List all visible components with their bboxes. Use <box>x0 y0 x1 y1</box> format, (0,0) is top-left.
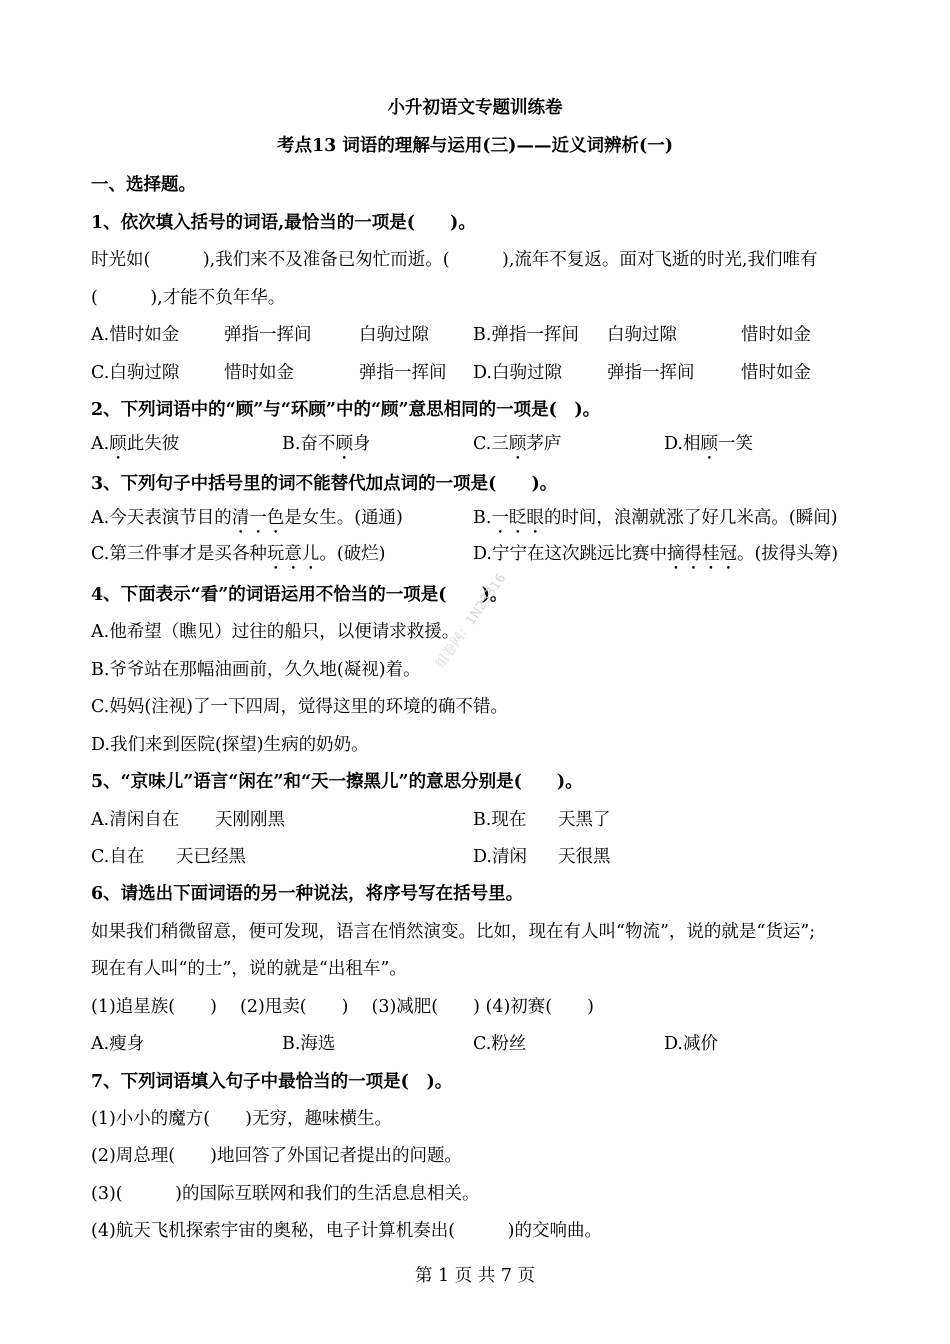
q5-option-a-2: 天刚刚黑 <box>215 810 285 830</box>
q1-option-a-2: 弹指一挥间 <box>224 325 312 345</box>
page-footer: 第 1 页 共 7 页 <box>414 1266 536 1286</box>
q4-option-a: A.他希望（瞧见）过往的船只，以便请求救援。 <box>91 622 460 642</box>
q4-option-b: B.爷爷站在那幅油画前，久久地(凝视)着。 <box>91 660 421 680</box>
q3-option-c: C.第三件事才是买各种玩意儿。(破烂) <box>91 544 386 564</box>
q5-option-d-1: D.清闲 <box>473 847 527 867</box>
q5-option-b-1: B.现在 <box>473 810 527 830</box>
q5-stem: 5、“京味儿”语言“闲在”和“天一擦黑儿”的意思分别是( )。 <box>91 772 583 792</box>
q1-option-b-2: 白驹过隙 <box>607 325 677 345</box>
q7-sentence-3: (3)( )的国际互联网和我们的生活息息相关。 <box>91 1184 480 1204</box>
q1-option-a-3: 白驹过隙 <box>359 325 429 345</box>
q6-text-line1: 如果我们稍微留意，便可发现，语言在悄然演变。比如，现在有人叫“物流”，说的就是“货运”; <box>91 922 816 942</box>
section-heading: 一、选择题。 <box>91 175 196 195</box>
q7-sentence-4: (4)航天飞机探索宇宙的奥秘，电子计算机奏出( )的交响曲。 <box>91 1221 602 1241</box>
q1-option-c-2: 惜时如金 <box>224 363 294 383</box>
q6-stem: 6、请选出下面词语的另一种说法，将序号写在括号里。 <box>91 884 524 904</box>
q5-option-c-2: 天已经黑 <box>176 847 246 867</box>
q3-stem: 3、下列句子中括号里的词不能替代加点词的一项是( )。 <box>91 474 558 494</box>
page-subtitle: 考点13 词语的理解与运用(三)——近义词辨析(一) <box>276 136 674 156</box>
q7-sentence-1: (1)小小的魔方( )无穷，趣味横生。 <box>91 1109 392 1129</box>
q2-stem: 2、下列词语中的“顾”与“环顾”中的“顾”意思相同的一项是( )。 <box>91 400 601 420</box>
q2-option-d: D.相顾一笑 <box>664 434 753 454</box>
q6-text-line2: 现在有人叫“的士”，说的就是“出租车”。 <box>91 959 407 979</box>
q1-text-line1: 时光如( ),我们来不及准备已匆忙而逝。( ),流年不复返。面对飞逝的时光,我们唯有 <box>91 250 818 270</box>
page-title: 小升初语文专题训练卷 <box>387 98 563 118</box>
q1-text-line2: ( ),才能不负年华。 <box>91 288 286 308</box>
q1-option-d-1: D.白驹过隙 <box>473 363 562 383</box>
q5-option-a-1: A.清闲自在 <box>91 810 180 830</box>
q1-option-c-1: C.白驹过隙 <box>91 363 180 383</box>
q6-option-c: C.粉丝 <box>473 1034 527 1054</box>
q5-option-b-2: 天黑了 <box>558 810 611 830</box>
q2-option-a: A.顾此失彼 <box>91 434 180 454</box>
q7-stem: 7、下列词语填入句子中最恰当的一项是( )。 <box>91 1072 453 1092</box>
q2-option-c: C.三顾茅庐 <box>473 434 562 454</box>
q4-option-d: D.我们来到医院(探望)生病的奶奶。 <box>91 735 369 755</box>
q6-option-d: D.减价 <box>664 1034 718 1054</box>
q3-option-a: A.今天表演节目的清一色是女生。(通通) <box>91 508 403 528</box>
q6-items: (1)追星族( ) (2)甩卖( ) (3)减肥( ) (4)初赛( ) <box>91 997 594 1017</box>
q5-option-d-2: 天很黑 <box>558 847 611 867</box>
q1-option-d-2: 弹指一挥间 <box>607 363 695 383</box>
q4-option-c: C.妈妈(注视)了一下四周，觉得这里的环境的确不错。 <box>91 697 508 717</box>
q1-option-b-3: 惜时如金 <box>741 325 811 345</box>
q7-sentence-2: (2)周总理( )地回答了外国记者提出的问题。 <box>91 1146 462 1166</box>
q6-option-a: A.瘦身 <box>91 1034 145 1054</box>
q1-option-c-3: 弹指一挥间 <box>359 363 447 383</box>
q3-option-d: D.宁宁在这次跳远比赛中摘得桂冠。(拔得头筹) <box>473 544 839 564</box>
q4-stem: 4、下面表示“看”的词语运用不恰当的一项是( )。 <box>91 585 508 605</box>
q2-option-b: B.奋不顾身 <box>282 434 371 454</box>
q3-option-b: B.一眨眼的时间，浪潮就涨了好几米高。(瞬间) <box>473 508 838 528</box>
q1-option-d-3: 惜时如金 <box>741 363 811 383</box>
q1-option-b-1: B.弹指一挥间 <box>473 325 579 345</box>
q6-option-b: B.海选 <box>282 1034 336 1054</box>
watermark: 组卷网：1N23316 <box>433 571 510 671</box>
q1-option-a-1: A.惜时如金 <box>91 325 180 345</box>
q5-option-c-1: C.自在 <box>91 847 145 867</box>
q1-stem: 1、依次填入括号的词语,最恰当的一项是( )。 <box>91 213 476 233</box>
